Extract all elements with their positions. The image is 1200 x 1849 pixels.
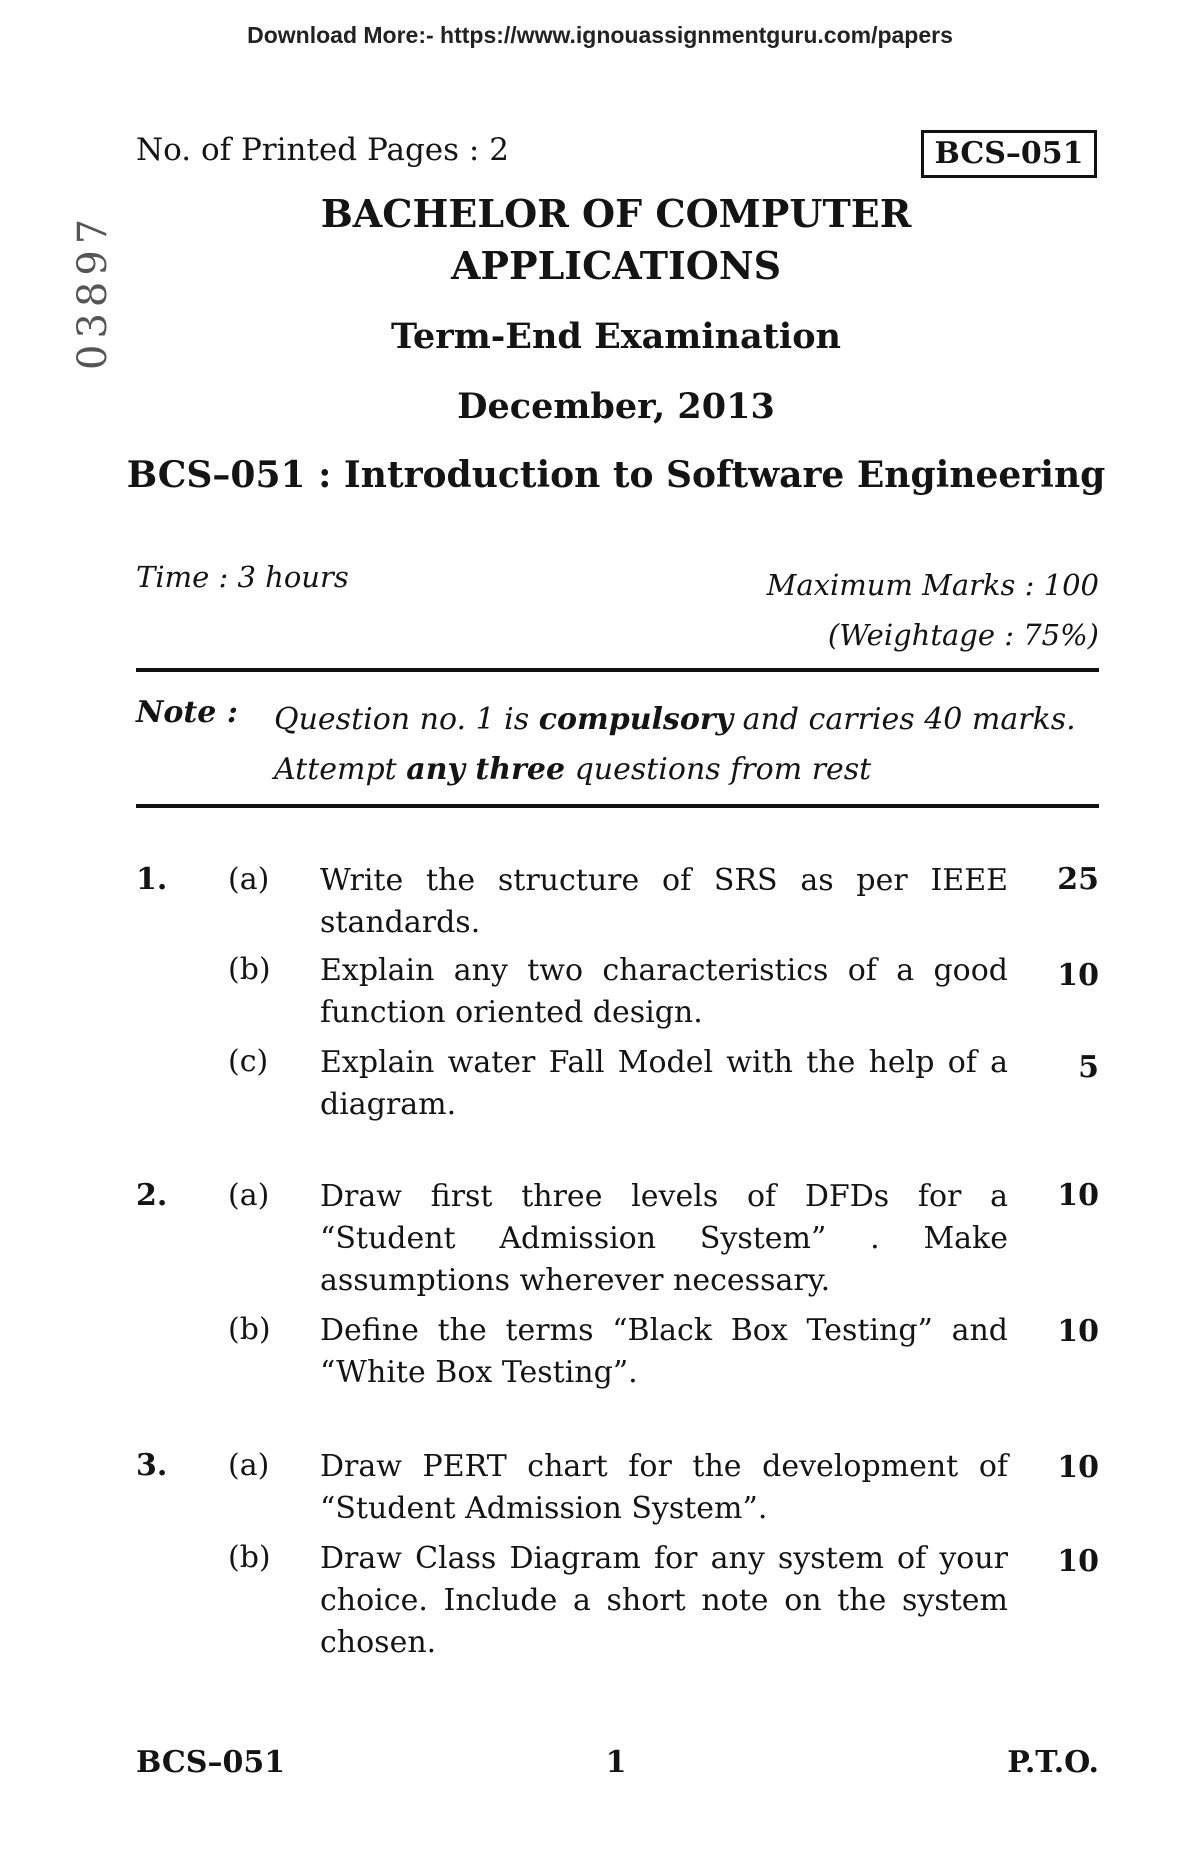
exam-name: Term-End Examination <box>390 316 841 357</box>
question-text: Write the structure of SRS as per IEEE standards. <box>320 863 1008 940</box>
title-line-1: BACHELOR OF COMPUTER <box>320 191 912 236</box>
download-link[interactable]: Download More:- https://www.ignouassignmentguru.com/papers <box>247 22 953 48</box>
question-part-label: (c) <box>228 1044 269 1079</box>
question-part-label: (b) <box>228 952 271 987</box>
footer-course-code: BCS–051 <box>136 1745 286 1780</box>
maximum-marks: Maximum Marks : 100 <box>766 568 1099 602</box>
weightage: (Weightage : 75%) <box>827 618 1099 652</box>
question-number: 3. <box>136 1448 168 1483</box>
marks-block <box>767 560 1099 660</box>
printed-pages: No. of Printed Pages : 2 <box>136 132 509 168</box>
pto-label: P.T.O. <box>1007 1745 1099 1780</box>
question-marks: 10 <box>1057 1314 1099 1349</box>
question-marks: 10 <box>1057 1450 1099 1485</box>
question-marks: 5 <box>1078 1050 1099 1085</box>
serial-number: 03897 <box>70 212 116 370</box>
question-text: Draw PERT chart for the development of “Student Admission System”. <box>320 1449 1008 1526</box>
time-allowed: Time : 3 hours <box>136 560 349 594</box>
question-text: Draw Class Diagram for any system of your choice. Include a short note on the system chosen. <box>320 1541 1008 1660</box>
question-number: 1. <box>136 862 168 897</box>
question-marks: 10 <box>1057 1178 1099 1213</box>
question-part-label: (b) <box>228 1312 271 1347</box>
note-line-1: Question no. 1 is compulsory and carries 40 marks. <box>274 702 1076 737</box>
question-part-label: (b) <box>228 1540 271 1575</box>
question-text: Draw first three levels of DFDs for a “Student Admission System” . Make assumptions wherever necessary. <box>320 1179 1008 1298</box>
question-part-label: (a) <box>228 1178 270 1213</box>
subject-title: BCS–051 : Introduction to Software Engineering <box>126 454 1106 496</box>
note-line-2: Attempt any three questions from rest <box>274 752 872 787</box>
note-text <box>274 695 1094 795</box>
question-part-label: (a) <box>228 1448 270 1483</box>
top-divider <box>136 668 1099 672</box>
question-marks: 25 <box>1057 862 1099 897</box>
question-number: 2. <box>136 1178 168 1213</box>
title-line-2: APPLICATIONS <box>450 243 782 288</box>
question-text: Explain water Fall Model with the help of a diagram. <box>320 1045 1008 1122</box>
question-part-label: (a) <box>228 862 270 897</box>
course-code-box: BCS–051 <box>921 130 1097 178</box>
exam-date: December, 2013 <box>457 386 775 427</box>
question-text: Explain any two characteristics of a good function oriented design. <box>320 953 1008 1030</box>
question-text: Define the terms “Black Box Testing” and “White Box Testing”. <box>320 1313 1008 1390</box>
question-marks: 10 <box>1057 958 1099 993</box>
note-label: Note : <box>136 695 238 730</box>
question-marks: 10 <box>1057 1544 1099 1579</box>
bottom-divider <box>136 804 1099 808</box>
page-number: 1 <box>605 1745 627 1780</box>
